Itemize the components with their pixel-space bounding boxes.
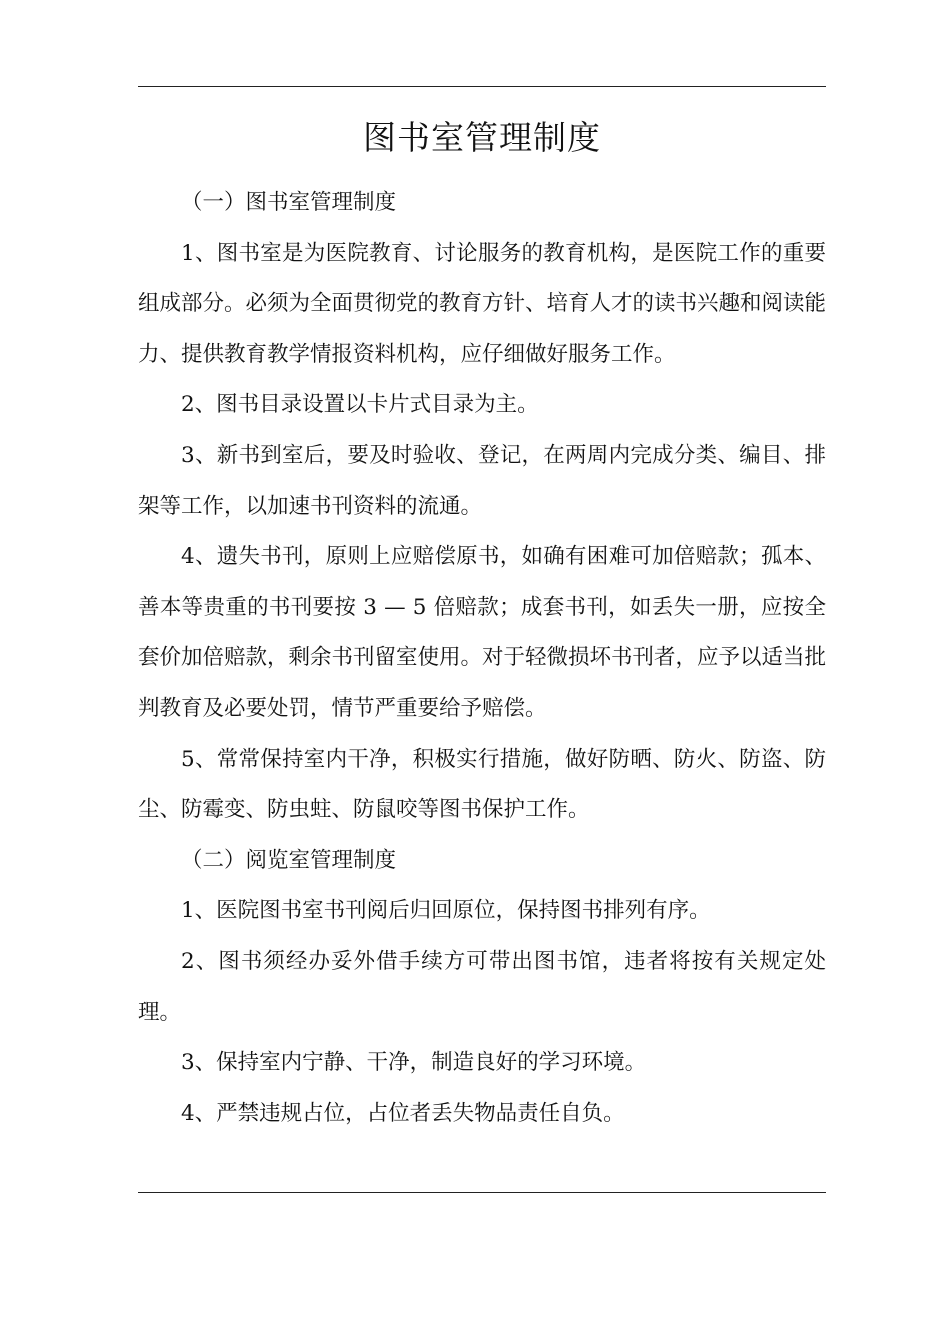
document-title: 图书室管理制度 [363,118,601,157]
footer-rule [138,1192,826,1193]
section-heading-reading-room: （二）阅览室管理制度 [181,847,397,873]
paragraph-library-3: 3、新书到室后，要及时验收、登记，在两周内完成分类、编目、排架等工作，以加速书刊资料的流通。 [138,442,826,519]
paragraph-reading-room-3: 3、保持室内宁静、干净，制造良好的学习环境。 [181,1050,647,1076]
paragraph-reading-room-2: 2、图书须经办妥外借手续方可带出图书馆，违者将按有关规定处理。 [138,948,826,1025]
section-heading-library: （一）图书室管理制度 [181,190,397,215]
paragraph-reading-room-1: 1、医院图书室书刊阅后归回原位，保持图书排列有序。 [181,898,711,924]
header-rule [138,86,826,87]
paragraph-reading-room-4: 4、严禁违规占位，占位者丢失物品责任自负。 [181,1100,625,1126]
document-body [138,178,826,1139]
paragraph-library-2: 2、图书目录设置以卡片式目录为主。 [181,392,539,418]
paragraph-library-4: 4、遗失书刊，原则上应赔偿原书，如确有困难可加倍赔款；孤本、善本等贵重的书刊要按 3 — 5 倍赔款；成套书刊，如丢失一册，应按全套价加倍赔款，剩余书刊留室使用。对于轻微损坏书刊者，应予以适当批判教育及必要处罚，情节严重要给予赔偿。 [138,544,827,721]
paragraph-library-1: 1、图书室是为医院教育、讨论服务的教育机构，是医院工作的重要组成部分。必须为全面贯彻党的教育方针、培育人才的读书兴趣和阅读能力、提供教育教学情报资料机构，应仔细做好服务工作。 [138,240,827,367]
paragraph-library-5: 5、常常保持室内干净，积极实行措施，做好防晒、防火、防盗、防尘、防霉变、防虫蛀、防鼠咬等图书保护工作。 [138,746,826,823]
